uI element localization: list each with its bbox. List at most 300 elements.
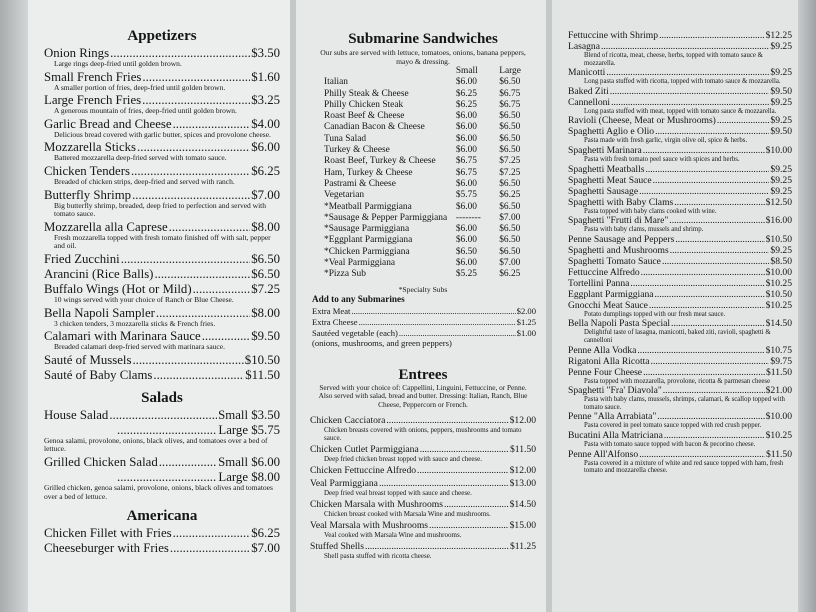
dot-leader bbox=[611, 97, 769, 108]
sub-small-price: $6.00 bbox=[455, 201, 477, 212]
dot-leader bbox=[671, 318, 765, 329]
menu-item bbox=[568, 318, 792, 329]
dot-leader bbox=[173, 526, 251, 540]
item-description: Battered mozzarella deep-fried served with tomato sauce. bbox=[54, 153, 227, 163]
sub-small-price: $6.50 bbox=[455, 246, 477, 257]
item-description: Breaded of chicken strips, deep-fried and served with ranch. bbox=[54, 176, 235, 186]
sub-small-price: $6.00 bbox=[455, 111, 477, 122]
item-name: Penne Alla Vodka bbox=[568, 344, 637, 356]
item-price: $1.25 bbox=[516, 316, 536, 327]
item-description: Shell pasta stuffed with ricotta cheese. bbox=[324, 552, 432, 561]
item-price: $10.50 bbox=[765, 233, 792, 245]
sub-row bbox=[324, 77, 536, 88]
menu-item bbox=[44, 117, 280, 131]
dot-leader bbox=[351, 306, 515, 316]
menu-item bbox=[568, 449, 792, 460]
menu-item bbox=[568, 367, 792, 378]
item-price: $10.25 bbox=[765, 429, 792, 441]
item-description: Veal cooked with Marsala Wine and mushrooms. bbox=[324, 531, 462, 540]
dot-leader bbox=[132, 188, 250, 202]
item-price: $10.50 bbox=[765, 288, 792, 300]
sub-row bbox=[324, 179, 536, 190]
salad-description: Genoa salami, provolone, onions, black olives, and tomatoes over a bed of lettuce. bbox=[44, 435, 268, 454]
salad-description: Grilled chicken, genoa salami, provolone, onions, black olives and tomatoes over a bed of lettuce. bbox=[44, 482, 273, 501]
item-price: $3.25 bbox=[251, 93, 280, 108]
sub-large-price: $7.00 bbox=[499, 212, 521, 223]
item-price: $12.00 bbox=[509, 415, 536, 427]
menu-item bbox=[310, 541, 536, 552]
sub-large-price: $6.50 bbox=[499, 145, 521, 156]
menu-item bbox=[568, 115, 792, 126]
sub-large-price: $6.50 bbox=[499, 122, 521, 133]
sub-name: *Eggplant Parmiggiana bbox=[324, 235, 413, 246]
dot-leader bbox=[117, 423, 217, 437]
item-price: $15.00 bbox=[509, 520, 536, 532]
menu-item bbox=[312, 328, 536, 338]
item-name: Chicken Tenders bbox=[44, 163, 130, 178]
sub-name: Turkey & Cheese bbox=[324, 145, 390, 156]
sub-large-price: $6.25 bbox=[499, 269, 521, 280]
menu-item bbox=[568, 245, 792, 256]
item-price: $3.50 bbox=[251, 46, 280, 60]
dot-leader bbox=[142, 93, 250, 107]
item-price: $13.00 bbox=[509, 478, 536, 490]
item-name: Lasagna bbox=[568, 41, 600, 52]
item-name: Chicken Cutlet Parmiggiana bbox=[310, 444, 419, 456]
add-note: (onions, mushrooms, and green peppers) bbox=[312, 337, 452, 348]
salad-large-row bbox=[44, 423, 280, 437]
item-name: Eggplant Parmiggiana bbox=[568, 288, 654, 300]
dot-leader bbox=[359, 317, 516, 327]
item-name: Calamari with Marinara Sauce bbox=[44, 329, 201, 344]
sub-small-price: $6.00 bbox=[455, 133, 477, 144]
sub-name: Italian bbox=[324, 77, 348, 88]
sub-row bbox=[324, 100, 536, 111]
menu-item bbox=[44, 252, 280, 266]
sub-row bbox=[324, 258, 536, 269]
sub-large-price: $6.75 bbox=[499, 88, 521, 99]
item-price: $9.25 bbox=[770, 41, 792, 52]
photo-edge-right bbox=[798, 0, 816, 612]
item-price: $9.25 bbox=[770, 163, 792, 175]
dot-leader bbox=[610, 86, 770, 97]
item-name: Buffalo Wings (Hot or Mild) bbox=[44, 281, 192, 296]
item-price: $16.00 bbox=[765, 215, 792, 227]
item-price: $9.50 bbox=[770, 85, 792, 97]
dot-leader bbox=[639, 186, 769, 197]
item-name: Bucatini Alla Matriciana bbox=[568, 429, 663, 441]
item-name: Gnocchi Meat Sauce bbox=[568, 299, 648, 311]
sub-name: Tuna Salad bbox=[324, 133, 367, 144]
dot-leader bbox=[137, 140, 250, 154]
menu-item bbox=[568, 86, 792, 97]
sub-row bbox=[324, 269, 536, 280]
item-price: $9.25 bbox=[770, 174, 792, 186]
sub-small-price: $6.75 bbox=[455, 156, 477, 167]
sub-name: *Sausage Parmiggiana bbox=[324, 224, 410, 235]
item-price: $1.60 bbox=[251, 69, 280, 84]
dot-leader bbox=[664, 430, 765, 441]
item-name: Mozzarella Sticks bbox=[44, 140, 137, 155]
dot-leader bbox=[386, 415, 508, 426]
appetizers-heading: Appetizers bbox=[127, 28, 197, 44]
dot-leader bbox=[649, 300, 765, 311]
item-name: Ravioli (Cheese, Meat or Mushrooms) bbox=[568, 115, 716, 127]
item-description: Pasta topped with baby clams cooked with wine. bbox=[584, 207, 717, 215]
sub-row bbox=[324, 235, 536, 246]
item-price: $10.00 bbox=[765, 411, 792, 423]
item-name: Penne Sausage and Peppers bbox=[568, 233, 675, 245]
menu-item bbox=[568, 256, 792, 267]
item-price: $9.50 bbox=[251, 329, 280, 344]
sub-large-price: $6.50 bbox=[499, 224, 521, 235]
item-name: Garlic Bread and Cheese bbox=[44, 116, 172, 131]
item-name: Spaghetti Meatballs bbox=[568, 163, 645, 175]
item-price: $8.00 bbox=[251, 219, 280, 234]
sub-large-price: $6.50 bbox=[499, 111, 521, 122]
sub-name: *Meatball Parmiggiana bbox=[324, 201, 412, 212]
item-name: Chicken Fillet with Fries bbox=[44, 526, 172, 541]
menu-item bbox=[44, 164, 280, 178]
item-name: Arancini (Rice Balls) bbox=[44, 266, 154, 281]
menu-item bbox=[568, 411, 792, 422]
menu-item bbox=[44, 353, 280, 367]
sub-name: Ham, Turkey & Cheese bbox=[324, 167, 413, 178]
salad-large-price: Large $8.00 bbox=[218, 469, 280, 484]
item-name: Veal Parmiggiana bbox=[310, 478, 378, 490]
menu-item bbox=[44, 140, 280, 154]
dot-leader bbox=[202, 329, 251, 343]
item-price: $11.50 bbox=[765, 366, 792, 378]
entrees-note: Served with your choice of: Cappellini, Linguini, Fettuccine, or Penne. Also served with salad, bread and butter. Dressing: Italian, Ranch, Blue Cheese, Peppercorn or French. bbox=[318, 382, 528, 409]
dot-leader bbox=[662, 256, 769, 267]
item-price: $10.25 bbox=[765, 277, 792, 289]
sub-small-price: $6.00 bbox=[455, 77, 477, 88]
item-name: Stuffed Shells bbox=[310, 541, 364, 553]
item-name: Penne All'Alfonso bbox=[568, 448, 639, 460]
pasta-list bbox=[568, 30, 792, 475]
item-price: $12.00 bbox=[509, 465, 536, 477]
item-name: Fried Zucchini bbox=[44, 251, 120, 266]
sub-row bbox=[324, 224, 536, 235]
sub-name: *Pizza Sub bbox=[324, 269, 366, 280]
item-description: Delightful taste of lasagna, manicotti, baked ziti, ravioli, spaghetti & cannelloni bbox=[584, 329, 771, 344]
salad-item bbox=[44, 408, 280, 422]
item-price: $9.50 bbox=[770, 126, 792, 138]
item-description: Blend of ricotta, meat, cheese, herbs, topped with tomato sauce & mozzarella. bbox=[584, 52, 763, 67]
menu-item bbox=[312, 306, 536, 316]
subs-col-small: Small bbox=[455, 66, 478, 76]
salad-item bbox=[44, 455, 280, 469]
sub-large-price: $7.00 bbox=[499, 258, 521, 269]
sub-large-price: $6.50 bbox=[499, 133, 521, 144]
entrees-list bbox=[310, 415, 536, 560]
item-name: Fettuccine Alfredo bbox=[568, 266, 640, 278]
menu-item bbox=[568, 345, 792, 356]
sub-large-price: $7.25 bbox=[499, 167, 521, 178]
item-price: $9.25 bbox=[770, 67, 792, 79]
item-name: Onion Rings bbox=[44, 46, 110, 60]
item-name: Extra Meat bbox=[312, 305, 351, 316]
item-price: $21.00 bbox=[765, 385, 792, 397]
menu-item bbox=[310, 520, 536, 531]
menu-item bbox=[568, 385, 792, 396]
item-price: $7.25 bbox=[251, 281, 280, 296]
sub-row bbox=[324, 202, 536, 213]
dot-leader bbox=[173, 117, 251, 131]
sub-row bbox=[324, 247, 536, 258]
item-price: $9.25 bbox=[770, 96, 792, 108]
americana-heading: Americana bbox=[126, 508, 198, 525]
salad-small-price: Small $3.50 bbox=[218, 407, 280, 422]
photo-edge-left bbox=[0, 0, 28, 612]
subs-table bbox=[324, 66, 536, 281]
dot-leader bbox=[675, 234, 764, 245]
menu-item bbox=[568, 164, 792, 175]
dot-leader bbox=[110, 46, 250, 60]
menu-item bbox=[310, 415, 536, 426]
menu-item bbox=[44, 282, 280, 296]
entrees-heading: Entrees bbox=[398, 366, 448, 383]
sub-small-price: $6.00 bbox=[455, 122, 477, 133]
item-name: Extra Cheese bbox=[312, 316, 358, 327]
sub-row bbox=[324, 145, 536, 156]
item-description: Long pasta stuffed with ricotta, topped with tomato sauce & mozzarella. bbox=[584, 78, 781, 86]
item-name: Large French Fries bbox=[44, 93, 142, 108]
dot-leader bbox=[121, 252, 251, 266]
item-description: Chicken breasts covered with onions, peppers, mushrooms and tomato sauce. bbox=[324, 426, 522, 443]
item-name: Manicotti bbox=[568, 67, 606, 79]
sub-name: Philly Steak & Cheese bbox=[324, 88, 409, 99]
item-price: $11.50 bbox=[509, 444, 536, 456]
subs-note: Our subs are served with lettuce, tomatoes, onions, banana peppers, mayo & dressing. bbox=[320, 48, 526, 66]
menu-item bbox=[568, 234, 792, 245]
menu-panel-middle bbox=[296, 0, 546, 612]
menu-item bbox=[44, 267, 280, 281]
item-description: Big butterfly shrimp, breaded, deep fried to perfection and served with tomato sauce. bbox=[54, 200, 267, 219]
item-description: Pasta with fresh tomato peel sauce with spices and herbs. bbox=[584, 155, 740, 163]
menu-item bbox=[568, 175, 792, 186]
item-name: Spaghetti Marinara bbox=[568, 144, 642, 156]
item-price: $12.50 bbox=[765, 196, 792, 208]
dot-leader bbox=[193, 282, 251, 296]
add-title: Add to any Submarines bbox=[312, 293, 405, 304]
dot-leader bbox=[169, 220, 251, 234]
sub-name: *Chicken Parmiggiana bbox=[324, 246, 410, 257]
menu-item bbox=[568, 278, 792, 289]
item-name: Penne "Alla Arrabiata" bbox=[568, 411, 657, 423]
appetizers-list bbox=[44, 46, 280, 382]
item-description: Long pasta stuffed with meat, topped with tomato sauce & mozzarella. bbox=[584, 107, 777, 115]
item-description: Pasta topped with mozzarella, provolone, ricotta & parmesan cheese bbox=[584, 377, 771, 385]
dot-leader bbox=[663, 385, 765, 396]
salad-large-row bbox=[44, 470, 280, 484]
sub-large-price: $7.25 bbox=[499, 156, 521, 167]
dot-leader bbox=[131, 164, 250, 178]
item-description: Pasta covered in a mixture of white and red sauce topped with ham, fresh tomato and mozzarella cheese. bbox=[584, 459, 784, 475]
sub-name: Philly Chicken Steak bbox=[324, 99, 404, 110]
menu-item bbox=[310, 499, 536, 510]
sub-small-price: $6.25 bbox=[455, 99, 477, 110]
menu-item bbox=[44, 93, 280, 107]
menu-item bbox=[568, 300, 792, 311]
sub-large-price: $6.25 bbox=[499, 190, 521, 201]
item-price: $6.25 bbox=[251, 163, 280, 178]
sub-name: Pastrami & Cheese bbox=[324, 178, 396, 189]
menu-item bbox=[568, 186, 792, 197]
menu-item bbox=[568, 97, 792, 108]
item-price: $11.25 bbox=[509, 541, 536, 553]
menu-item bbox=[568, 197, 792, 208]
dot-leader bbox=[670, 245, 770, 256]
item-name: Spaghetti and Mushrooms bbox=[568, 244, 669, 256]
item-price: $10.00 bbox=[765, 266, 792, 278]
menu-item bbox=[44, 306, 280, 320]
specialty-note: *Specialty Subs bbox=[398, 284, 448, 294]
item-price: $10.50 bbox=[244, 352, 280, 367]
item-name: Chicken Fettuccine Alfredo bbox=[310, 465, 417, 477]
dot-leader bbox=[159, 455, 217, 469]
dot-leader bbox=[132, 353, 243, 367]
item-price: $6.50 bbox=[251, 266, 280, 281]
item-description: Pasta with tomato sauce topped with bacon & pecorino cheese. bbox=[584, 440, 756, 448]
menu-item bbox=[568, 215, 792, 226]
sub-large-price: $6.50 bbox=[499, 201, 521, 212]
item-price: $9.75 bbox=[770, 355, 792, 367]
item-price: $9.25 bbox=[770, 115, 792, 127]
dot-leader bbox=[429, 520, 509, 531]
item-name: Small French Fries bbox=[44, 69, 142, 84]
item-name: Sauté of Baby Clams bbox=[44, 367, 153, 382]
dot-leader bbox=[655, 126, 769, 137]
item-price: $7.00 bbox=[251, 187, 280, 202]
item-description: 3 chicken tenders, 3 mozzarella sticks & French fries. bbox=[54, 318, 216, 328]
sub-row bbox=[324, 156, 536, 167]
sub-row bbox=[324, 213, 536, 224]
menu-item bbox=[568, 267, 792, 278]
sub-large-price: $6.50 bbox=[499, 235, 521, 246]
dot-leader bbox=[399, 328, 516, 338]
item-name: Penne Four Cheese bbox=[568, 366, 643, 378]
menu-item bbox=[568, 356, 792, 367]
sub-name: *Sausage & Pepper Parmiggiana bbox=[324, 212, 448, 223]
dot-leader bbox=[637, 345, 764, 356]
dot-leader bbox=[601, 41, 769, 52]
item-name: Spaghetti Sausage bbox=[568, 185, 639, 197]
item-description: A generous mountain of fries, deep-fried until golden brown. bbox=[54, 106, 237, 116]
item-name: Fettuccine with Shrimp bbox=[568, 30, 659, 41]
item-price: $8.50 bbox=[770, 255, 792, 267]
sub-small-price: $6.25 bbox=[455, 88, 477, 99]
dot-leader bbox=[639, 449, 765, 460]
dot-leader bbox=[109, 408, 217, 422]
dot-leader bbox=[655, 289, 765, 300]
menu-item bbox=[310, 444, 536, 455]
dot-leader bbox=[630, 278, 764, 289]
item-name: Cannelloni bbox=[568, 96, 611, 108]
item-name: Rigatoni Alla Ricotta bbox=[568, 355, 650, 367]
item-price: $6.25 bbox=[251, 526, 280, 541]
menu-item bbox=[44, 526, 280, 540]
sub-small-price: $6.00 bbox=[455, 178, 477, 189]
menu-panel-right bbox=[552, 0, 798, 612]
sub-small-price: $6.00 bbox=[455, 145, 477, 156]
item-description: Delicious bread covered with garlic butter, spices and provolone cheese. bbox=[54, 129, 271, 139]
dot-leader bbox=[420, 444, 509, 455]
dot-leader bbox=[142, 70, 250, 84]
menu-item bbox=[312, 317, 536, 327]
item-name: Sautéed vegetable (each) bbox=[312, 327, 398, 338]
item-name: Mozzarella alla Caprese bbox=[44, 219, 168, 234]
item-name: Spaghetti "Fra' Diavola" bbox=[568, 385, 662, 397]
salads-list bbox=[44, 408, 280, 501]
menu-item bbox=[568, 430, 792, 441]
sub-row bbox=[324, 111, 536, 122]
sub-large-price: $6.50 bbox=[499, 77, 521, 88]
sub-small-price: $6.00 bbox=[455, 258, 477, 269]
item-name: Tortellini Panna bbox=[568, 277, 630, 289]
salads-heading: Salads bbox=[141, 389, 183, 406]
menu-item bbox=[44, 220, 280, 234]
sub-small-price: $6.00 bbox=[455, 224, 477, 235]
menu-item bbox=[44, 329, 280, 343]
sub-name: Roast Beef & Cheese bbox=[324, 111, 405, 122]
item-price: $6.50 bbox=[251, 251, 280, 266]
dot-leader bbox=[379, 478, 509, 489]
menu-item bbox=[310, 465, 536, 476]
item-name: Cheeseburger with Fries bbox=[44, 541, 169, 556]
item-description: Pasta made with fresh garlic, virgin olive oil, spice & herbs. bbox=[584, 137, 748, 145]
item-price: $9.25 bbox=[770, 185, 792, 197]
item-name: Bella Napoli Pasta Special bbox=[568, 318, 671, 330]
sub-small-price: $6.75 bbox=[455, 167, 477, 178]
item-description: Potato dumplings topped with our fresh meat sauce. bbox=[584, 310, 726, 318]
dot-leader bbox=[643, 367, 765, 378]
item-price: $8.00 bbox=[251, 305, 280, 320]
item-price: $11.50 bbox=[765, 448, 792, 460]
item-price: $4.00 bbox=[251, 116, 280, 131]
sub-row bbox=[324, 89, 536, 100]
menu-item bbox=[568, 126, 792, 137]
dot-leader bbox=[606, 67, 769, 78]
menu-item bbox=[310, 478, 536, 489]
item-description: Fresh mozzarella topped with fresh tomato finished off with salt, pepper and oil. bbox=[54, 232, 271, 251]
item-description: Pasta covered in peel tomato sauce topped with red crush pepper. bbox=[584, 422, 762, 430]
dot-leader bbox=[444, 499, 509, 510]
menu-item bbox=[44, 70, 280, 84]
menu-item bbox=[44, 46, 280, 60]
dot-leader bbox=[641, 267, 765, 278]
sub-row bbox=[324, 190, 536, 201]
item-name: Chicken Marsala with Mushrooms bbox=[310, 499, 443, 511]
dot-leader bbox=[417, 465, 509, 476]
item-name: Veal Marsala with Mushrooms bbox=[310, 520, 429, 532]
dot-leader bbox=[717, 115, 770, 126]
subs-heading: Submarine Sandwiches bbox=[348, 31, 498, 47]
dot-leader bbox=[170, 541, 250, 555]
sub-name: Roast Beef, Turkey & Cheese bbox=[324, 156, 436, 167]
sub-small-price: $5.25 bbox=[455, 269, 477, 280]
sub-row bbox=[324, 122, 536, 133]
sub-small-price: -------- bbox=[455, 212, 481, 223]
item-name: Spaghetti with Baby Clams bbox=[568, 196, 674, 208]
item-price: $10.75 bbox=[765, 344, 792, 356]
sub-large-price: $6.75 bbox=[499, 99, 521, 110]
item-name: Spaghetti Meat Sauce bbox=[568, 174, 652, 186]
salad-large-price: Large $5.75 bbox=[218, 422, 280, 437]
item-name: Bella Napoli Sampler bbox=[44, 305, 155, 320]
dot-leader bbox=[651, 356, 770, 367]
